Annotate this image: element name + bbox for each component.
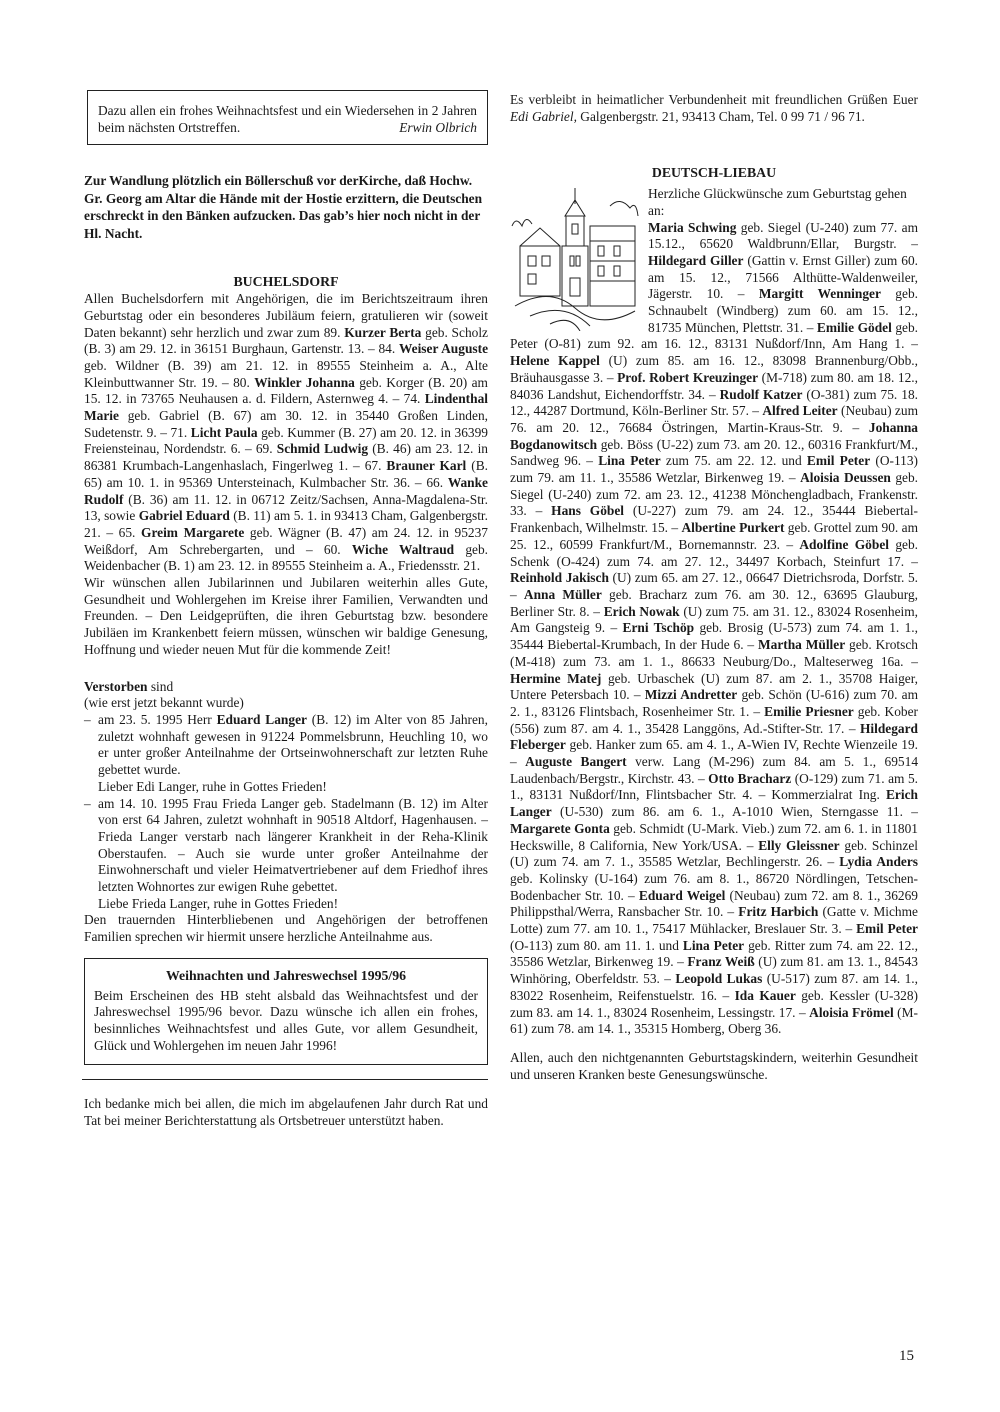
- birthday-name: Emilie Gödel: [816, 319, 892, 335]
- deceased-heading: Verstorben: [84, 678, 148, 694]
- birthday-details: geb. Siegel (U-240) zum 72. am 23. 12., 41238 Mönchengladbach, Frankenstr. 33. –: [510, 470, 918, 519]
- right-column: [510, 92, 918, 1083]
- birthday-name: Emilie Priesner: [764, 703, 854, 719]
- birthday-name: Leopold Lukas: [675, 971, 763, 987]
- deceased-item-1-pre: am 23. 5. 1995 Herr: [98, 711, 217, 727]
- birthday-details: geb. Kessler (U-328) zum 83. am 14. 1., 83024 Rosenheim, Lessingstr. 17. –: [510, 987, 918, 1020]
- birthday-name: Lydia Anders: [839, 854, 918, 870]
- birthday-name: Lina Peter: [598, 453, 661, 469]
- birthday-details: geb. Korger (B. 20) am 15. 12. in 73765 Neuhausen a. d. Fildern, Asternweg 4. – 74.: [84, 374, 488, 407]
- greeting-signature: Erwin Olbrich: [399, 119, 477, 135]
- greeting-box: [87, 90, 488, 145]
- birthday-details: geb. Gabriel (B. 67) am 30. 12. in 35440 Großen Linden, Sudetenstr. 9. – 71.: [84, 408, 488, 440]
- closing-address: Galgenbergstr. 21, 93413 Cham, Tel. 0 99 71 / 96 71.: [576, 108, 865, 124]
- village-church-sketch-icon: [510, 186, 640, 331]
- headline: Zur Wandlung plötzlich ein Böllerschuß vor derKirche, daß Hochw. Gr. Georg am Altar die Hände mit der Hostie erzittern, die Deutschen erschreckt in den Bänken aufzucken. Das gab’s hier noch nicht in der Hl. Nacht.: [84, 173, 483, 241]
- birthday-name: Eduard Weigel: [638, 887, 726, 903]
- birthday-name: Wanke Rudolf: [84, 474, 488, 507]
- birthday-name: Wiche Waltraud: [351, 541, 455, 557]
- birthday-name: Adolfine Göbel: [799, 536, 889, 552]
- birthday-details: geb. Brosig (U-573) zum 74. am 1. 1., 35444 Biebertal-Krumbach, In der Hude 6. –: [510, 620, 918, 653]
- birthday-details: geb. Kolinsky (U-164) zum 76. am 8. 1., 86720 Nördlingen, Tetschen-Bodenbacher Str. 10. –: [510, 870, 918, 903]
- deceased-list: [84, 712, 488, 912]
- birthday-name: Emil Peter: [856, 921, 918, 937]
- birthday-name: Johanna Bogdanowitsch: [510, 419, 918, 452]
- birthday-details: (M-61) zum 78. am 14. 1., 35315 Homberg, Oberg 36.: [510, 1004, 918, 1037]
- deutsch-liebau-intro: Herzliche Glückwünsche zum Geburtstag gehen an:: [648, 186, 907, 218]
- birthday-details: geb. Schön (U-616) zum 70. am 2. 1., 83126 Flintsbach, Rosenheimer Str. 1. –: [510, 687, 919, 719]
- birthday-name: Hildegard Giller: [648, 252, 744, 268]
- birthday-details: geb. Schnaubelt (Windberg) zum 60. am 15. 12., 81735 München, Plettstr. 31. –: [648, 286, 918, 335]
- birthday-details: (Gattin v. Ernst Giller) zum 60. am 15. 12., 71566 Althütte-Waldenweiler, Jägerstr. 10. –: [648, 252, 918, 302]
- birthday-name: Brauner Karl: [386, 458, 467, 474]
- birthday-name: Elly Gleissner: [758, 837, 840, 853]
- condolence: Den trauernden Hinterbliebenen und Angehörigen der betroffenen Familien sprechen wir hiermit unsere herzliche Anteilnahme aus.: [84, 912, 488, 945]
- birthday-name: Auguste Bangert: [525, 754, 627, 770]
- birthday-details: geb. Siegel (U-240) zum 77. am 15.12., 65620 Waldbrunn/Ellar, Burgstr. –: [648, 219, 918, 252]
- birthday-name: Hildegard Fleberger: [510, 720, 918, 753]
- deceased-heading-line: [84, 679, 488, 696]
- birthday-details: (B. 46) am 23. 12. in 86381 Krumbach-Langenhaslach, Fingerlweg 1. – 67.: [84, 441, 488, 474]
- closing-text: Es verbleibt in heimatlicher Verbundenheit mit freundlichen Grüßen Euer: [510, 92, 918, 107]
- birthday-details: (U-530) zum 86. am 6. 1., A-1010 Wien, Sterngasse 11. –: [551, 804, 918, 820]
- section-title-buchelsdorf: BUCHELSDORF: [233, 274, 339, 290]
- birthday-name: Helene Kappel: [510, 353, 600, 369]
- birthday-name: Ida Kauer: [734, 987, 796, 1003]
- deceased-item-2-farewell: Liebe Frieda Langer, ruhe in Gottes Frieden!: [98, 895, 339, 911]
- birthday-details: zum 75. am 22. 12. und: [660, 453, 807, 469]
- birthday-name: Martha Müller: [758, 637, 846, 653]
- birthday-details: (U) zum 65. am 27. 12., 06647 Dietrichsroda, Dorfstr. 5. –: [510, 570, 918, 602]
- christmas-box: [84, 958, 488, 1066]
- deutsch-liebau-entries: [510, 220, 918, 1037]
- birthday-name: Erni Tschöp: [622, 620, 695, 636]
- section-title-deutsch-liebau: DEUTSCH-LIEBAU: [651, 165, 777, 181]
- birthday-name: Erich Nowak: [603, 603, 680, 619]
- deutsch-liebau-birthdays: [510, 220, 918, 1038]
- birthday-name: Maria Schwing: [648, 219, 737, 235]
- birthday-details: geb. Bracharz zum 76. am 30. 12., 63695 Glauburg, Berliner Str. 8. –: [510, 586, 918, 619]
- birthday-details: geb. Urbaschek (U) zum 87. am 2. 1., 35708 Haiger, Untere Petersbach 10. –: [510, 670, 918, 703]
- birthday-details: geb. Peter (O-81) zum 92. am 16. 12., 83131 Nußdorf/Inn, Am Hang 1. –: [510, 319, 919, 352]
- birthday-name: Alfred Leiter: [762, 403, 838, 419]
- greeting-text: Dazu allen ein frohes Weihnachtsfest und ein Wiedersehen in 2 Jahren beim nächsten Ortstreffen.: [98, 103, 477, 135]
- birthday-details: (U) zum 81. am 13. 1., 84543 Winhöring, Oberfeldstr. 53. –: [510, 954, 918, 987]
- birthday-details: (O-113) zum 80. am 11. 1. und: [510, 937, 683, 953]
- thanks-text: Ich bedanke mich bei allen, die mich im abgelaufenen Jahr durch Rat und Tat bei meiner Berichterstattung als Ortsbetreuer unterstützt haben.: [84, 1096, 488, 1129]
- birthday-details: (M-718) zum 80. am 18. 12., 84036 Landshut, Eichendorffstr. 34. –: [510, 369, 918, 402]
- birthday-details: geb. Schenk (O-424) zum 74. am 27. 12., 34497 Korbach, Steinfurt 17. –: [510, 536, 918, 569]
- birthday-details: (B. 65) am 10. 1. in 95369 Untersteinach, Kulmbacher Str. 36. – 66.: [84, 458, 488, 490]
- birthday-name: Hans Göbel: [551, 503, 625, 519]
- birthday-name: Rudolf Katzer: [719, 386, 803, 402]
- birthday-details: (U-227) zum 79. am 24. 12., 35444 Biebertal-Frankenbach, Wilhelmstr. 15. –: [510, 503, 918, 536]
- birthday-name: Winkler Johanna: [254, 374, 355, 390]
- christmas-box-text: Beim Erscheinen des HB steht alsbald das Weihnachtsfest und der Jahreswechsel 1995/96 bevor. Dazu wünsche ich allen ein frohes, besinnliches Weihnachtsfest und alles Gute, vor allem Gesundheit, Glück und Wohlergehen im neuen Jahr 1996!: [94, 987, 478, 1053]
- birthday-details: (B. 36) am 11. 12. in 06712 Zeitz/Sachsen, Anna-Magdalena-Str. 13, sowie: [84, 491, 488, 524]
- birthday-details: geb. Krotsch (M-418) zum 73. am 1. 1., 86633 Neuburg/Do., Malteserweg 16a. –: [510, 637, 918, 669]
- birthday-name: Prof. Robert Kreuzinger: [617, 369, 759, 385]
- birthday-name: Lina Peter: [682, 937, 745, 953]
- deceased-item: [84, 712, 488, 796]
- birthday-name: Aloisia Frömel: [809, 1004, 894, 1020]
- birthday-name: Albertine Purkert: [681, 520, 785, 536]
- birthday-details: geb. Wägner (B. 47) am 24. 12. in 95237 Weißdorf, Am Schrebergarten, und – 60.: [84, 524, 489, 557]
- buchelsdorf-entries: [84, 325, 488, 574]
- buchelsdorf-intro: Allen Buchelsdorfern mit Angehörigen, die im Berichtszeitraum ihren Geburtstag oder ein besonderes Jubiläum feiern, gratulieren wir (soweit Daten bekannt) sehr herzlich und zwar zum 89.: [84, 291, 488, 340]
- deceased-item-1-farewell: Lieber Edi Langer, ruhe in Gottes Frieden!: [98, 778, 327, 794]
- deceased-heading-suffix: sind: [147, 678, 174, 694]
- deceased-item-1-post: (B. 12) im Alter von 85 Jahren, zuletzt wohnhaft gewesen in 91224 Pommelsbrunn, Heuchling 10, wo er unter großer Anteilnahme der Ortseinwohnerschaft zur letzten Ruhe gebettet wurde.: [98, 711, 488, 778]
- birthday-name: Aloisia Deussen: [800, 470, 891, 486]
- birthday-name: Erich Langer: [510, 787, 918, 820]
- birthday-name: Emil Peter: [806, 453, 871, 469]
- birthday-name: Greim Margarete: [141, 524, 245, 540]
- birthday-name: Otto Bracharz: [708, 770, 792, 786]
- birthday-name: Gabriel Eduard: [138, 508, 230, 524]
- deceased-item-1-name: Eduard Langer: [216, 711, 307, 727]
- buchelsdorf-wishes: Wir wünschen allen Jubilarinnen und Jubilaren weiterhin alles Gute, Gesundheit und Wohlergehen im Kreise ihrer Familien, Verwandten und Freunden. – Den Leidgeprüften, die ihren Geburtstag bzw. besondere Jubiläen im Krankenbett feiern müssen, wünschen wir baldige Genesung, Hoffnung und wieder neuen Mut für die kommende Zeit!: [84, 575, 488, 657]
- birthday-name: Weiser Auguste: [398, 341, 489, 357]
- birthday-details: geb. Scholz (B. 3) am 29. 12. in 36151 Burghaun, Gartenstr. 13. – 84.: [84, 324, 489, 357]
- birthday-name: Kurzer Berta: [344, 324, 422, 340]
- birthday-details: (O-381) zum 75. 18. 12., 44287 Dortmund, Köln-Berliner Str. 57. –: [510, 386, 918, 419]
- birthday-name: Franz Weiß: [687, 954, 755, 970]
- birthday-details: (B. 11) am 5. 1. in 93413 Cham, Galgenbergstr. 21. – 65.: [84, 508, 488, 540]
- birthday-name: Margarete Gonta: [510, 820, 610, 836]
- birthday-name: Mizzi Andretter: [644, 687, 738, 703]
- birthday-name: Anna Müller: [523, 586, 602, 602]
- birthday-details: verw. Lang (M-296) zum 84. am 5. 1., 69514 Laudenbach/Bergstr., Kirchstr. 43. –: [510, 754, 919, 786]
- buchelsdorf-birthdays: [84, 291, 488, 575]
- deceased-item: [84, 796, 488, 913]
- deutsch-liebau-closing-wishes: Allen, auch den nichtgenannten Geburtstagskindern, weiterhin Gesundheit und unseren Kranken beste Genesungswünsche.: [510, 1049, 918, 1082]
- birthday-details: (U) zum 85. am 16. 12., 83098 Brannenburg/Obb., Bräuhausgasse 3. –: [510, 353, 919, 385]
- birthday-name: Margitt Wenninger: [758, 286, 881, 302]
- birthday-name: Lindenthal Marie: [84, 391, 488, 424]
- birthday-details: geb. Kummer (B. 27) am 20. 12. in 36399 Freiensteinau, Nordendstr. 6. – 69.: [84, 424, 488, 457]
- birthday-details: (U) zum 75. am 31. 12., 83024 Rosenheim, Am Gangsteig 9. –: [510, 603, 918, 636]
- birthday-details: (O-129) zum 71. am 5. 1., 83131 Nußdorf/Inn, Flintsbacher Str. 4. – Kommerzialrat Ing.: [510, 770, 918, 803]
- birthday-details: geb. Ritter zum 74. am 22. 12., 35586 Wetzlar, Birkenweg 19. –: [510, 937, 918, 970]
- birthday-name: Schmid Ludwig: [276, 441, 369, 457]
- christmas-box-title: Weihnachten und Jahreswechsel 1995/96: [165, 967, 407, 983]
- birthday-details: (Neubau) zum 72. am 8. 1., 36269 Philippsthal/Werra, Ransbacher Str. 10. –: [510, 887, 919, 920]
- birthday-details: geb. Weidenbacher (B. 1) am 23. 12. in 89555 Steinheim a. A., Friedensstr. 21.: [84, 541, 489, 574]
- birthday-details: geb. Schinzel (U) zum 74. am 7. 1., 35585 Wetzlar, Bechlingerstr. 26. –: [510, 837, 918, 870]
- birthday-details: (U-517) zum 87. am 14. 1., 83022 Rosenheim, Reifenstuelstr. 16. –: [510, 971, 918, 1003]
- birthday-details: (Gatte v. Michme Lotte) zum 77. am 10. 1., 75417 Mühlacker, Breslauer Str. 3. –: [510, 904, 918, 937]
- deceased-item-2-text: am 14. 10. 1995 Frau Frieda Langer geb. Stadelmann (B. 12) im Alter von erst 64 Jahren, zuletzt wohnhaft in 90518 Altdorf, Hagenhausen. – Frieda Langer verstarb nach längerer Krankheit in der Reha-Klinik Oberstaufen. – Auch sie wurde unter großer Anteilnahme der Einwohnerschaft und vieler Heimatvertriebener auf dem Friedhof ihres letzten Wohnortes zur ewigen Ruhe gebettet.: [98, 795, 488, 895]
- closing-greeting: [510, 92, 918, 125]
- divider: [82, 1079, 488, 1080]
- birthday-name: Licht Paula: [190, 424, 258, 440]
- birthday-details: (O-113) zum 79. am 11. 1., 35586 Wetzlar, Birkenweg 19. –: [510, 453, 918, 486]
- birthday-details: geb. Kober (556) zum 87. am 4. 1., 35428 Langgöns, Ad.-Stifter-Str. 17. –: [510, 703, 918, 736]
- birthday-details: geb. Hanker zum 65. am 4. 1., A-Wien IV, Rechte Wienzeile 19. –: [510, 737, 918, 770]
- birthday-name: Reinhold Jakisch: [510, 570, 609, 586]
- birthday-details: geb. Wildner (B. 39) am 21. 12. in 89555 Steinheim a. A., Alte Kleinbuttwanner Str. 19. – 80.: [84, 357, 488, 390]
- deceased-note: (wie erst jetzt bekannt wurde): [84, 695, 244, 711]
- page-number: 15: [899, 1348, 914, 1364]
- birthday-details: geb. Schmidt (U-Mark. Vieb.) zum 72. am 6. 1. in 11801 Heckswille, 8 California, New York/USA. –: [510, 820, 918, 853]
- birthday-name: Fritz Harbich: [738, 904, 819, 920]
- birthday-name: Hermine Matej: [510, 670, 602, 686]
- birthday-details: geb. Böss (U-22) zum 73. am 20. 12., 60316 Frankfurt/M., Sandweg 96. –: [510, 436, 918, 469]
- closing-name: Edi Gabriel,: [510, 108, 577, 124]
- birthday-details: geb. Grottel zum 90. am 25. 12., 60599 Frankfurt/M., Bornemannstr. 23. –: [510, 520, 918, 552]
- left-column: [84, 90, 488, 1130]
- birthday-details: (Neubau) zum 76. am 20. 12., 76684 Östringen, Martin-Kraus-Str. 9. –: [510, 403, 918, 435]
